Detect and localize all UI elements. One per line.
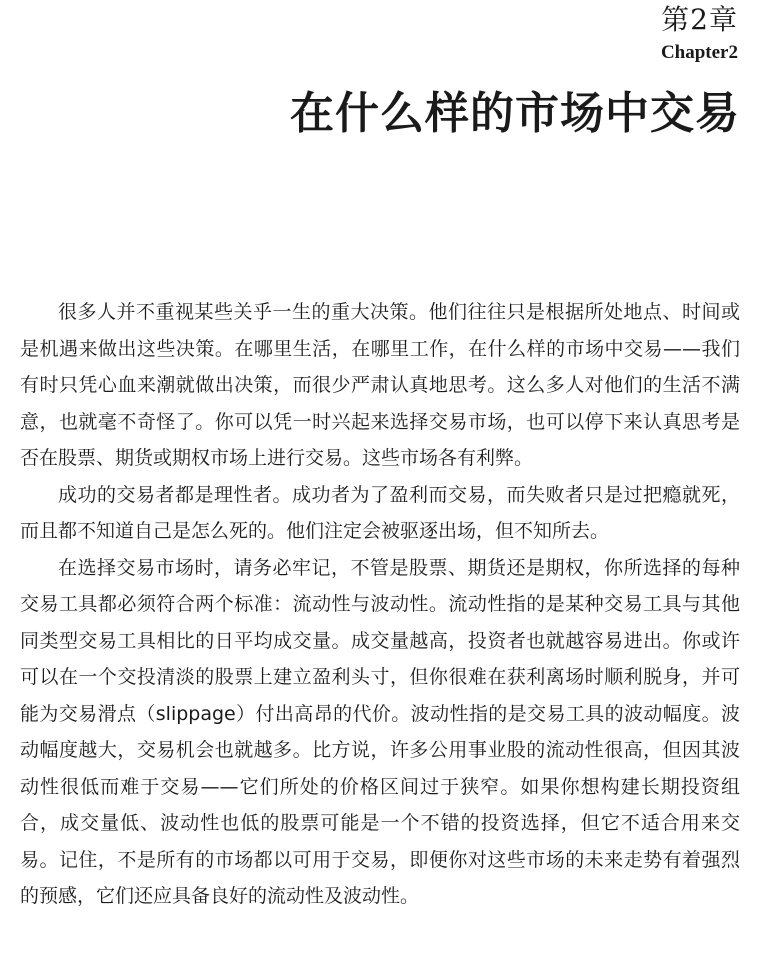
chapter-number: 第2章 [661,3,738,36]
paragraph-1: 很多人并不重视某些关乎一生的重大决策。他们往往只是根据所处地点、时间或是机遇来做出这些决策。在哪里生活，在哪里工作，在什么样的市场中交易——我们有时只凭心血来潮就做出决策，而很少严肃认真地思考。这么多人对他们的生活不满意，也就毫不奇怪了。你可以凭一时兴起来选择交易市场，也可以停下来认真思考是否在股票、期货或期权市场上进行交易。这些市场各有利弊。 [20,301,740,469]
chapter-number-english: Chapter2 [660,42,738,63]
chapter-title: 在什么样的市场中交易 [290,88,740,139]
paragraph-3: 在选择交易市场时，请务必牢记，不管是股票、期货还是期权，你所选择的每种交易工具都必须符合两个标准：流动性与波动性。流动性指的是某种交易工具与其他同类型交易工具相比的日平均成交量。成交量越高，投资者也就越容易进出。你或许可以在一个交投清淡的股票上建立盈利头寸，但你很难在获利离场时顺利脱身，并可能为交易滑点（slippage）付出高昂的代价。波动性指的是交易工具的波动幅度。波动幅度越大，交易机会也就越多。比方说，许多公用事业股的流动性很高，但因其波动性很低而难于交易——它们所处的价格区间过于狭窄。如果你想构建长期投资组合，成交量低、波动性也低的股票可能是一个不错的投资选择，但它不适合用来交易。记住，不是所有的市场都以可用于交易，即便你对这些市场的未来走势有着强烈的预感，它们还应具备良好的流动性及波动性。 [20,556,740,907]
paragraph-2: 成功的交易者都是理性者。成功者为了盈利而交易，而失败者只是过把瘾就死，而且都不知道自己是怎么死的。他们注定会被驱逐出场，但不知所去。 [20,483,740,542]
body-text [20,294,740,915]
